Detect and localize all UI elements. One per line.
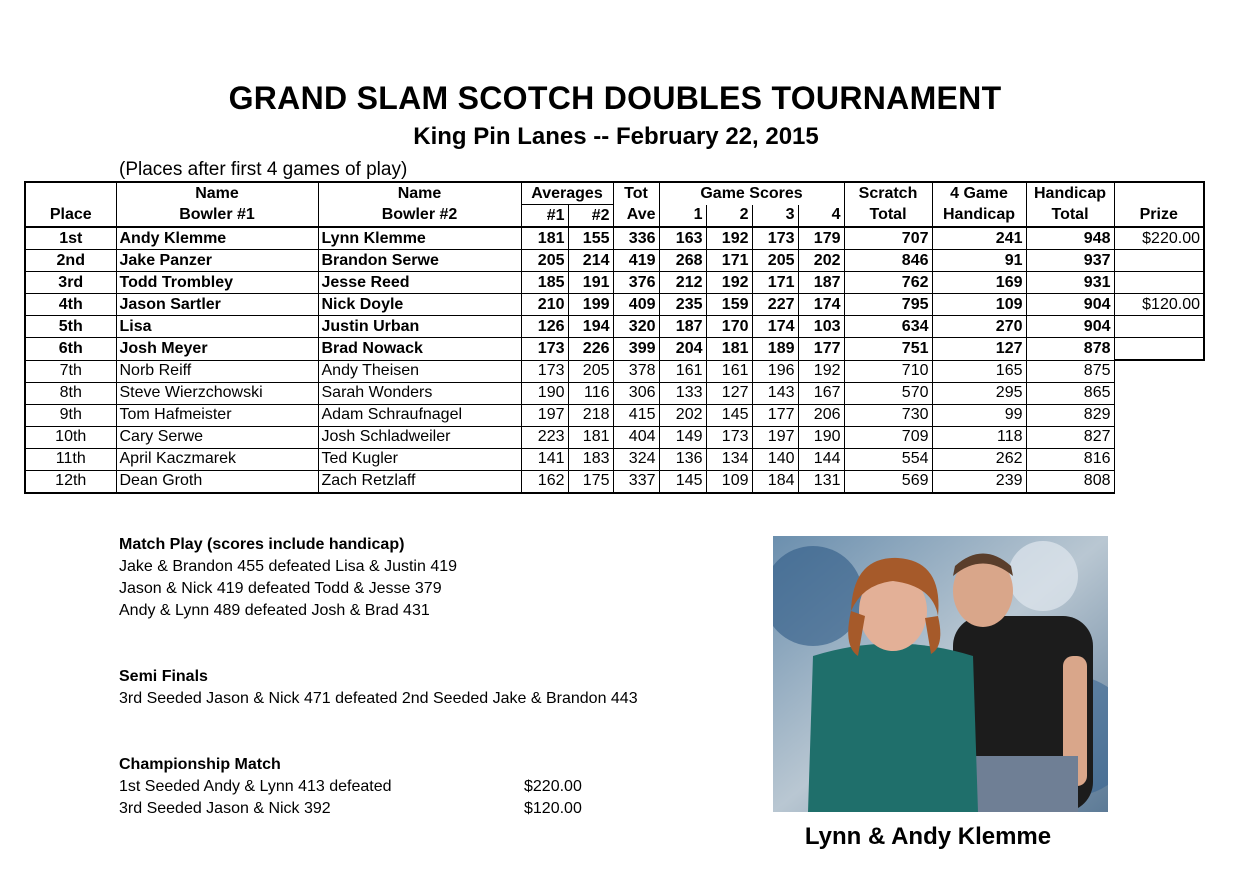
cell-g3: 189 xyxy=(752,338,798,361)
cell-g1: 202 xyxy=(659,404,706,426)
cell-g2: 159 xyxy=(706,294,752,316)
cell-hcp: 118 xyxy=(932,426,1026,448)
cell-b1: Lisa xyxy=(116,316,318,338)
cell-total: 875 xyxy=(1026,360,1114,382)
cell-g2: 134 xyxy=(706,448,752,470)
match-play-line: Andy & Lynn 489 defeated Josh & Brad 431 xyxy=(119,602,430,619)
header-bowler-2: Bowler #2 xyxy=(318,205,521,228)
cell-g3: 174 xyxy=(752,316,798,338)
cell-g3: 196 xyxy=(752,360,798,382)
cell-place: 9th xyxy=(25,404,116,426)
cell-a1: 181 xyxy=(521,227,568,250)
table-row xyxy=(25,294,1204,316)
cell-a1: 185 xyxy=(521,272,568,294)
cell-total: 827 xyxy=(1026,426,1114,448)
cell-ave: 419 xyxy=(613,250,659,272)
cell-g4: 190 xyxy=(798,426,844,448)
cell-scratch: 554 xyxy=(844,448,932,470)
championship-amount-2: $120.00 xyxy=(524,800,582,817)
cell-total: 878 xyxy=(1026,338,1114,361)
cell-ave: 376 xyxy=(613,272,659,294)
header-row-2 xyxy=(25,205,1204,228)
standings-note: (Places after first 4 games of play) xyxy=(119,159,408,180)
match-play-line: Jake & Brandon 455 defeated Lisa & Justin 419 xyxy=(119,558,458,575)
cell-a2: 194 xyxy=(568,316,613,338)
cell-scratch: 846 xyxy=(844,250,932,272)
cell-g4: 202 xyxy=(798,250,844,272)
cell-b2: Lynn Klemme xyxy=(318,227,521,250)
header-place: Place xyxy=(25,205,116,228)
cell-g2: 181 xyxy=(706,338,752,361)
header-game-scores: Game Scores xyxy=(659,182,844,205)
header-name-1: Name xyxy=(116,182,318,205)
cell-g3: 171 xyxy=(752,272,798,294)
header-game-2: 2 xyxy=(706,205,752,228)
cell-g2: 171 xyxy=(706,250,752,272)
cell-a1: 205 xyxy=(521,250,568,272)
match-play-line: Jason & Nick 419 defeated Todd & Jesse 379 xyxy=(119,580,442,597)
cell-g3: 177 xyxy=(752,404,798,426)
cell-b1: Jake Panzer xyxy=(116,250,318,272)
cell-g3: 184 xyxy=(752,470,798,493)
cell-g2: 145 xyxy=(706,404,752,426)
cell-a1: 126 xyxy=(521,316,568,338)
cell-g4: 192 xyxy=(798,360,844,382)
cell-scratch: 569 xyxy=(844,470,932,493)
table-row xyxy=(25,448,1204,470)
cell-b1: Cary Serwe xyxy=(116,426,318,448)
cell-prize-empty xyxy=(1114,382,1204,404)
cell-hcp: 239 xyxy=(932,470,1026,493)
cell-place: 11th xyxy=(25,448,116,470)
semi-finals-section xyxy=(119,666,638,710)
table-row xyxy=(25,426,1204,448)
standings-table xyxy=(24,181,1205,494)
cell-b2: Andy Theisen xyxy=(318,360,521,382)
championship-heading: Championship Match xyxy=(119,756,281,773)
cell-hcp: 169 xyxy=(932,272,1026,294)
cell-g1: 204 xyxy=(659,338,706,361)
header-game-4: 4 xyxy=(798,205,844,228)
cell-a2: 155 xyxy=(568,227,613,250)
cell-prize-empty xyxy=(1114,360,1204,382)
cell-total: 808 xyxy=(1026,470,1114,493)
cell-place: 12th xyxy=(25,470,116,493)
cell-scratch: 710 xyxy=(844,360,932,382)
cell-g1: 187 xyxy=(659,316,706,338)
cell-g4: 179 xyxy=(798,227,844,250)
cell-b1: Steve Wierzchowski xyxy=(116,382,318,404)
cell-g4: 144 xyxy=(798,448,844,470)
cell-g3: 140 xyxy=(752,448,798,470)
header-prize: Prize xyxy=(1114,205,1204,228)
cell-place: 7th xyxy=(25,360,116,382)
cell-g1: 163 xyxy=(659,227,706,250)
cell-scratch: 707 xyxy=(844,227,932,250)
cell-g2: 192 xyxy=(706,227,752,250)
cell-total: 816 xyxy=(1026,448,1114,470)
cell-ave: 306 xyxy=(613,382,659,404)
cell-prize xyxy=(1114,272,1204,294)
cell-b1: April Kaczmarek xyxy=(116,448,318,470)
cell-g4: 167 xyxy=(798,382,844,404)
cell-g3: 205 xyxy=(752,250,798,272)
cell-total: 937 xyxy=(1026,250,1114,272)
cell-g1: 235 xyxy=(659,294,706,316)
table-row xyxy=(25,360,1204,382)
header-game-1: 1 xyxy=(659,205,706,228)
cell-b2: Brandon Serwe xyxy=(318,250,521,272)
cell-g3: 197 xyxy=(752,426,798,448)
header-ave: Ave xyxy=(613,205,659,228)
cell-total: 904 xyxy=(1026,316,1114,338)
header-tot: Tot xyxy=(613,182,659,205)
cell-g4: 187 xyxy=(798,272,844,294)
cell-a1: 197 xyxy=(521,404,568,426)
cell-a2: 214 xyxy=(568,250,613,272)
table-row xyxy=(25,227,1204,250)
championship-amount-1: $220.00 xyxy=(524,778,582,795)
match-play-section xyxy=(119,534,457,622)
cell-b2: Justin Urban xyxy=(318,316,521,338)
cell-ave: 336 xyxy=(613,227,659,250)
cell-g1: 133 xyxy=(659,382,706,404)
cell-b2: Brad Nowack xyxy=(318,338,521,361)
semi-finals-line: 3rd Seeded Jason & Nick 471 defeated 2nd Seeded Jake & Brandon 443 xyxy=(119,690,638,707)
cell-b1: Norb Reiff xyxy=(116,360,318,382)
cell-g2: 127 xyxy=(706,382,752,404)
cell-b1: Josh Meyer xyxy=(116,338,318,361)
cell-b2: Sarah Wonders xyxy=(318,382,521,404)
cell-hcp: 109 xyxy=(932,294,1026,316)
header-game-handicap: Handicap xyxy=(932,205,1026,228)
cell-total: 948 xyxy=(1026,227,1114,250)
cell-place: 4th xyxy=(25,294,116,316)
cell-g1: 136 xyxy=(659,448,706,470)
header-handicap: Handicap xyxy=(1026,182,1114,205)
header-scratch-total: Total xyxy=(844,205,932,228)
header-game-3: 3 xyxy=(752,205,798,228)
cell-ave: 399 xyxy=(613,338,659,361)
cell-b2: Josh Schladweiler xyxy=(318,426,521,448)
cell-g4: 131 xyxy=(798,470,844,493)
cell-scratch: 709 xyxy=(844,426,932,448)
cell-scratch: 730 xyxy=(844,404,932,426)
cell-prize-empty xyxy=(1114,426,1204,448)
cell-place: 6th xyxy=(25,338,116,361)
cell-place: 5th xyxy=(25,316,116,338)
cell-g4: 206 xyxy=(798,404,844,426)
cell-g3: 173 xyxy=(752,227,798,250)
cell-prize-empty xyxy=(1114,448,1204,470)
cell-ave: 409 xyxy=(613,294,659,316)
header-4-game: 4 Game xyxy=(932,182,1026,205)
header-handicap-total: Total xyxy=(1026,205,1114,228)
cell-b1: Todd Trombley xyxy=(116,272,318,294)
cell-a2: 191 xyxy=(568,272,613,294)
cell-a1: 190 xyxy=(521,382,568,404)
cell-g3: 227 xyxy=(752,294,798,316)
cell-ave: 320 xyxy=(613,316,659,338)
cell-ave: 404 xyxy=(613,426,659,448)
header-scratch: Scratch xyxy=(844,182,932,205)
cell-a2: 183 xyxy=(568,448,613,470)
championship-line-1: 1st Seeded Andy & Lynn 413 defeated xyxy=(119,778,392,795)
header-name-2: Name xyxy=(318,182,521,205)
cell-ave: 337 xyxy=(613,470,659,493)
cell-hcp: 295 xyxy=(932,382,1026,404)
cell-b2: Nick Doyle xyxy=(318,294,521,316)
cell-a1: 141 xyxy=(521,448,568,470)
cell-g1: 268 xyxy=(659,250,706,272)
cell-hcp: 270 xyxy=(932,316,1026,338)
cell-total: 865 xyxy=(1026,382,1114,404)
cell-place: 10th xyxy=(25,426,116,448)
header-bowler-1: Bowler #1 xyxy=(116,205,318,228)
cell-prize-empty xyxy=(1114,470,1204,493)
match-play-heading: Match Play (scores include handicap) xyxy=(119,536,405,553)
cell-total: 931 xyxy=(1026,272,1114,294)
cell-a1: 173 xyxy=(521,360,568,382)
cell-hcp: 91 xyxy=(932,250,1026,272)
cell-hcp: 127 xyxy=(932,338,1026,361)
cell-scratch: 634 xyxy=(844,316,932,338)
header-row-1 xyxy=(25,182,1204,205)
cell-b1: Jason Sartler xyxy=(116,294,318,316)
cell-prize xyxy=(1114,250,1204,272)
cell-hcp: 262 xyxy=(932,448,1026,470)
cell-total: 829 xyxy=(1026,404,1114,426)
championship-line-2: 3rd Seeded Jason & Nick 392 xyxy=(119,800,331,817)
cell-a1: 162 xyxy=(521,470,568,493)
cell-g3: 143 xyxy=(752,382,798,404)
cell-g2: 170 xyxy=(706,316,752,338)
championship-section xyxy=(119,754,392,820)
cell-g4: 103 xyxy=(798,316,844,338)
cell-a2: 226 xyxy=(568,338,613,361)
cell-a2: 218 xyxy=(568,404,613,426)
cell-b2: Jesse Reed xyxy=(318,272,521,294)
cell-prize: $220.00 xyxy=(1114,227,1204,250)
cell-b1: Andy Klemme xyxy=(116,227,318,250)
cell-g1: 212 xyxy=(659,272,706,294)
cell-a2: 199 xyxy=(568,294,613,316)
cell-g2: 161 xyxy=(706,360,752,382)
cell-place: 3rd xyxy=(25,272,116,294)
cell-g2: 192 xyxy=(706,272,752,294)
semi-finals-heading: Semi Finals xyxy=(119,668,208,685)
cell-hcp: 241 xyxy=(932,227,1026,250)
header-avg-1: #1 xyxy=(521,205,568,228)
page-title: GRAND SLAM SCOTCH DOUBLES TOURNAMENT xyxy=(228,80,1002,116)
page-subtitle: King Pin Lanes -- February 22, 2015 xyxy=(413,123,819,150)
cell-b1: Tom Hafmeister xyxy=(116,404,318,426)
cell-hcp: 165 xyxy=(932,360,1026,382)
cell-ave: 415 xyxy=(613,404,659,426)
cell-total: 904 xyxy=(1026,294,1114,316)
cell-g1: 149 xyxy=(659,426,706,448)
cell-scratch: 751 xyxy=(844,338,932,361)
cell-b2: Adam Schraufnagel xyxy=(318,404,521,426)
cell-g2: 109 xyxy=(706,470,752,493)
table-row xyxy=(25,272,1204,294)
table-row xyxy=(25,316,1204,338)
cell-b2: Zach Retzlaff xyxy=(318,470,521,493)
cell-b2: Ted Kugler xyxy=(318,448,521,470)
cell-scratch: 795 xyxy=(844,294,932,316)
cell-place: 1st xyxy=(25,227,116,250)
cell-place: 2nd xyxy=(25,250,116,272)
header-avg-2: #2 xyxy=(568,205,613,228)
cell-g1: 145 xyxy=(659,470,706,493)
cell-a2: 205 xyxy=(568,360,613,382)
table-row xyxy=(25,470,1204,493)
cell-scratch: 570 xyxy=(844,382,932,404)
cell-ave: 324 xyxy=(613,448,659,470)
cell-place: 8th xyxy=(25,382,116,404)
cell-a2: 181 xyxy=(568,426,613,448)
photo-caption: Lynn & Andy Klemme xyxy=(804,823,1052,850)
table-row xyxy=(25,338,1204,361)
table-row xyxy=(25,404,1204,426)
cell-g2: 173 xyxy=(706,426,752,448)
cell-a2: 116 xyxy=(568,382,613,404)
cell-hcp: 99 xyxy=(932,404,1026,426)
cell-g4: 177 xyxy=(798,338,844,361)
cell-a1: 223 xyxy=(521,426,568,448)
cell-ave: 378 xyxy=(613,360,659,382)
cell-prize: $120.00 xyxy=(1114,294,1204,316)
table-row xyxy=(25,250,1204,272)
cell-b1: Dean Groth xyxy=(116,470,318,493)
cell-g1: 161 xyxy=(659,360,706,382)
cell-prize-empty xyxy=(1114,404,1204,426)
cell-a1: 210 xyxy=(521,294,568,316)
winners-photo xyxy=(773,536,1108,812)
cell-a1: 173 xyxy=(521,338,568,361)
cell-prize xyxy=(1114,338,1204,361)
cell-g4: 174 xyxy=(798,294,844,316)
cell-a2: 175 xyxy=(568,470,613,493)
table-row xyxy=(25,382,1204,404)
header-averages: Averages xyxy=(521,182,613,205)
cell-prize xyxy=(1114,316,1204,338)
cell-scratch: 762 xyxy=(844,272,932,294)
